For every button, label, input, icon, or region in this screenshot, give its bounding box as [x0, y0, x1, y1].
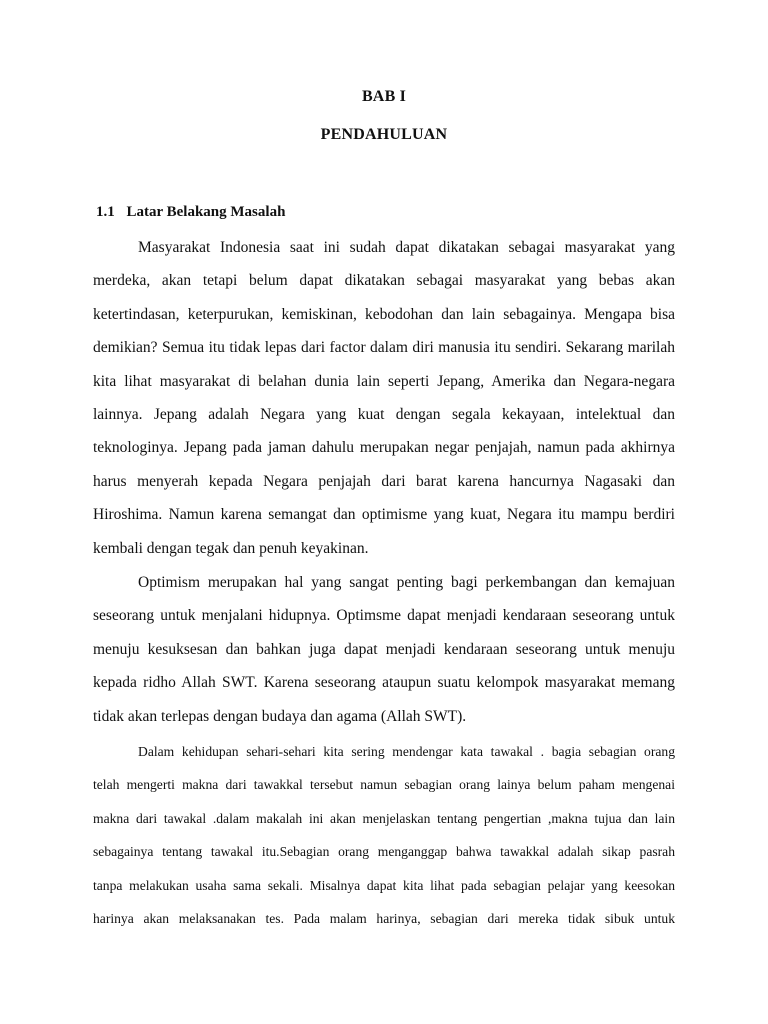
paragraph-line: kepada ridho Allah SWT. Karena seseorang ataupun suatu kelompok masyarakat memang — [93, 674, 675, 692]
paragraph-line: seseorang untuk menjalani hidupnya. Optimsme dapat menjadi kendaraan seseorang untuk — [93, 607, 675, 625]
paragraph-line: merdeka, akan tetapi belum dapat dikatakan sebagai masyarakat yang bebas akan — [93, 272, 675, 290]
paragraph-line: sebagainya tentang tawakal itu.Sebagian orang menganggap bahwa tawakkal adalah sikap pasrah — [93, 844, 675, 860]
paragraph-line: Hiroshima. Namun karena semangat dan optimisme yang kuat, Negara itu mampu berdiri — [93, 506, 675, 524]
paragraph-line: tanpa melakukan usaha sama sekali. Misalnya dapat kita lihat pada sebagian pelajar yang keesokan — [93, 877, 675, 893]
paragraph-line: demikian? Semua itu tidak lepas dari factor dalam diri manusia itu sendiri. Sekarang marilah — [93, 339, 675, 357]
paragraph-line: harus menyerah kepada Negara penjajah dari barat karena hancurnya Nagasaki dan — [93, 472, 675, 490]
section-title: Latar Belakang Masalah — [126, 204, 286, 220]
paragraph-1 — [93, 231, 675, 565]
section-heading — [96, 204, 285, 221]
paragraph-line: kembali dengan tegak dan penuh keyakinan. — [93, 539, 369, 557]
paragraph-line: makna dari tawakal .dalam makalah ini akan menjelaskan tentang pengertian ,makna tujua dan lain — [93, 810, 675, 826]
paragraph-3 — [93, 735, 675, 935]
paragraph-line: telah mengerti makna dari tawakkal tersebut namun sebagian orang lainya belum paham mengenai — [93, 777, 675, 793]
paragraph-line: Dalam kehidupan sehari-sehari kita sering mendengar kata tawakal . bagia sebagian orang — [138, 744, 675, 759]
paragraph-line: kita lihat masyarakat di belahan dunia lain seperti Jepang, Amerika dan Negara-negara — [93, 372, 675, 390]
paragraph-line: ketertindasan, keterpurukan, kemiskinan, kebodohan dan lain sebagainya. Mengapa bisa — [93, 305, 675, 323]
section-number: 1.1 — [96, 204, 115, 220]
paragraph-line: harinya akan melaksanakan tes. Pada malam harinya, sebagian dari mereka tidak sibuk untuk — [93, 911, 675, 927]
paragraph-line: tidak akan terlepas dengan budaya dan agama (Allah SWT). — [93, 707, 467, 725]
paragraph-line: lainnya. Jepang adalah Negara yang kuat dengan segala kekayaan, intelektual dan — [93, 406, 675, 424]
paragraph-line: Optimism merupakan hal yang sangat penting bagi perkembangan dan kemajuan — [138, 574, 675, 591]
paragraph-2 — [93, 566, 675, 733]
chapter-title: PENDAHULUAN — [320, 126, 448, 143]
paragraph-line: menuju kesuksesan dan bahkan juga dapat menjadi kendaraan seseorang untuk menuju — [93, 640, 675, 658]
paragraph-line: Masyarakat Indonesia saat ini sudah dapat dikatakan sebagai masyarakat yang — [138, 239, 675, 256]
paragraph-line: teknologinya. Jepang pada jaman dahulu merupakan negar penjajah, namun pada akhirnya — [93, 439, 675, 457]
chapter-number: BAB I — [361, 88, 407, 105]
